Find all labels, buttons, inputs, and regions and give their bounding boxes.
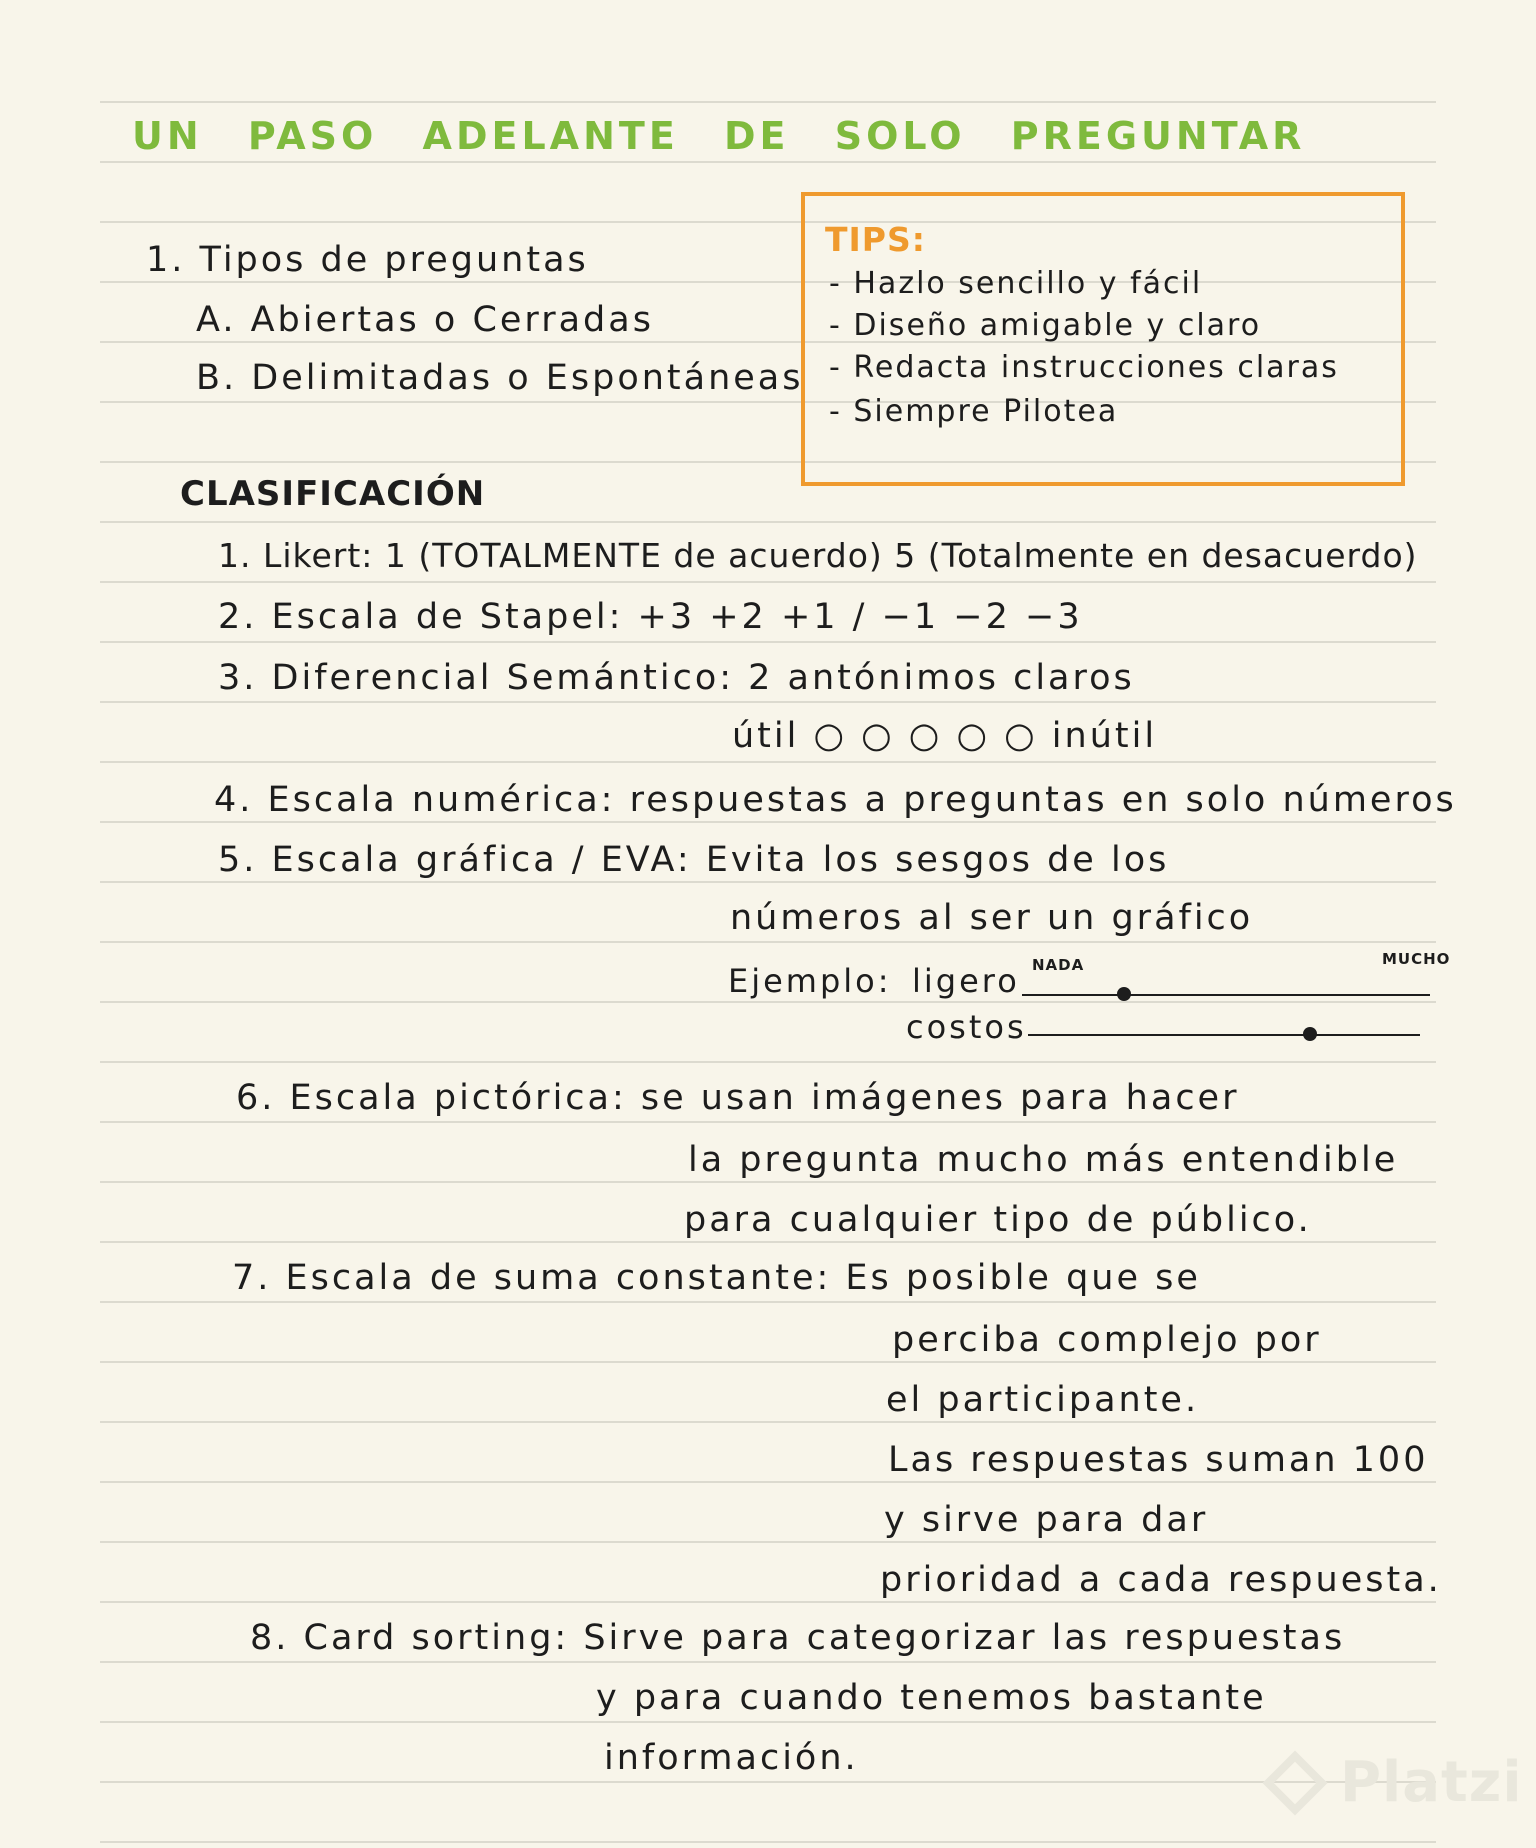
scale-row-label: ligero: [912, 962, 1020, 1000]
clasificacion-item-card-sorting-cont: y para cuando tenemos bastante: [596, 1678, 1267, 1718]
tip-item: - Diseño amigable y claro: [829, 308, 1261, 343]
section-tipos-heading: 1. Tipos de preguntas: [146, 240, 589, 280]
clasificacion-item-pictorica-cont: para cualquier tipo de público.: [684, 1200, 1312, 1240]
clasificacion-item-suma-cont: y sirve para dar: [884, 1500, 1209, 1540]
page-title: UN PASO ADELANTE DE SOLO PREGUNTAR: [132, 114, 1306, 158]
scale-track: [1028, 1034, 1420, 1036]
clasificacion-item-pictorica: 6. Escala pictórica: se usan imágenes para hacer: [236, 1078, 1240, 1118]
clasificacion-item-suma-cont: prioridad a cada respuesta.: [880, 1560, 1442, 1600]
platzi-logo-icon: [1262, 1750, 1327, 1815]
platzi-watermark: [1272, 1750, 1523, 1815]
clasificacion-item-suma: 7. Escala de suma constante: Es posible que se: [232, 1258, 1201, 1298]
scale-marker: [1117, 987, 1131, 1001]
clasificacion-item-suma-cont: el participante.: [886, 1380, 1200, 1420]
tip-item: - Redacta instrucciones claras: [829, 350, 1339, 385]
tip-item: - Hazlo sencillo y fácil: [829, 266, 1202, 301]
clasificacion-item-suma-cont: perciba complejo por: [892, 1320, 1322, 1360]
clasificacion-item-diferencial: 3. Diferencial Semántico: 2 antónimos claros: [218, 658, 1135, 698]
clasificacion-item-card-sorting: 8. Card sorting: Sirve para categorizar las respuestas: [250, 1618, 1346, 1658]
tip-item: - Siempre Pilotea: [829, 394, 1118, 429]
tips-box: [801, 192, 1405, 486]
scale-max-label: MUCHO: [1382, 950, 1451, 968]
clasificacion-item-grafica: 5. Escala gráfica / EVA: Evita los sesgos de los: [218, 840, 1170, 880]
scale-row-label: costos: [906, 1008, 1027, 1046]
clasificacion-heading: CLASIFICACIÓN: [180, 474, 486, 514]
platzi-watermark-text: Platzi: [1340, 1750, 1523, 1815]
clasificacion-item-numerica: 4. Escala numérica: respuestas a preguntas en solo números: [214, 780, 1457, 820]
scale-min-label: NADA: [1032, 956, 1085, 974]
clasificacion-item-suma-cont: Las respuestas suman 100: [888, 1440, 1429, 1480]
clasificacion-item-pictorica-cont: la pregunta mucho más entendible: [688, 1140, 1399, 1180]
clasificacion-item-stapel: 2. Escala de Stapel: +3 +2 +1 / −1 −2 −3: [218, 597, 1083, 637]
clasificacion-item-diferencial-example: útil ○ ○ ○ ○ ○ inútil: [732, 716, 1158, 756]
scale-track: [1022, 994, 1430, 996]
clasificacion-item-grafica-cont: números al ser un gráfico: [730, 898, 1254, 938]
tips-title: TIPS:: [825, 220, 926, 259]
clasificacion-item-card-sorting-cont: información.: [604, 1738, 859, 1778]
grafica-example-label: Ejemplo:: [728, 962, 892, 1000]
clasificacion-item-likert: 1. Likert: 1 (TOTALMENTE de acuerdo) 5 (Totalmente en desacuerdo): [218, 536, 1418, 575]
section-tipos-b: B. Delimitadas o Espontáneas: [196, 358, 804, 398]
section-tipos-a: A. Abiertas o Cerradas: [196, 300, 654, 340]
